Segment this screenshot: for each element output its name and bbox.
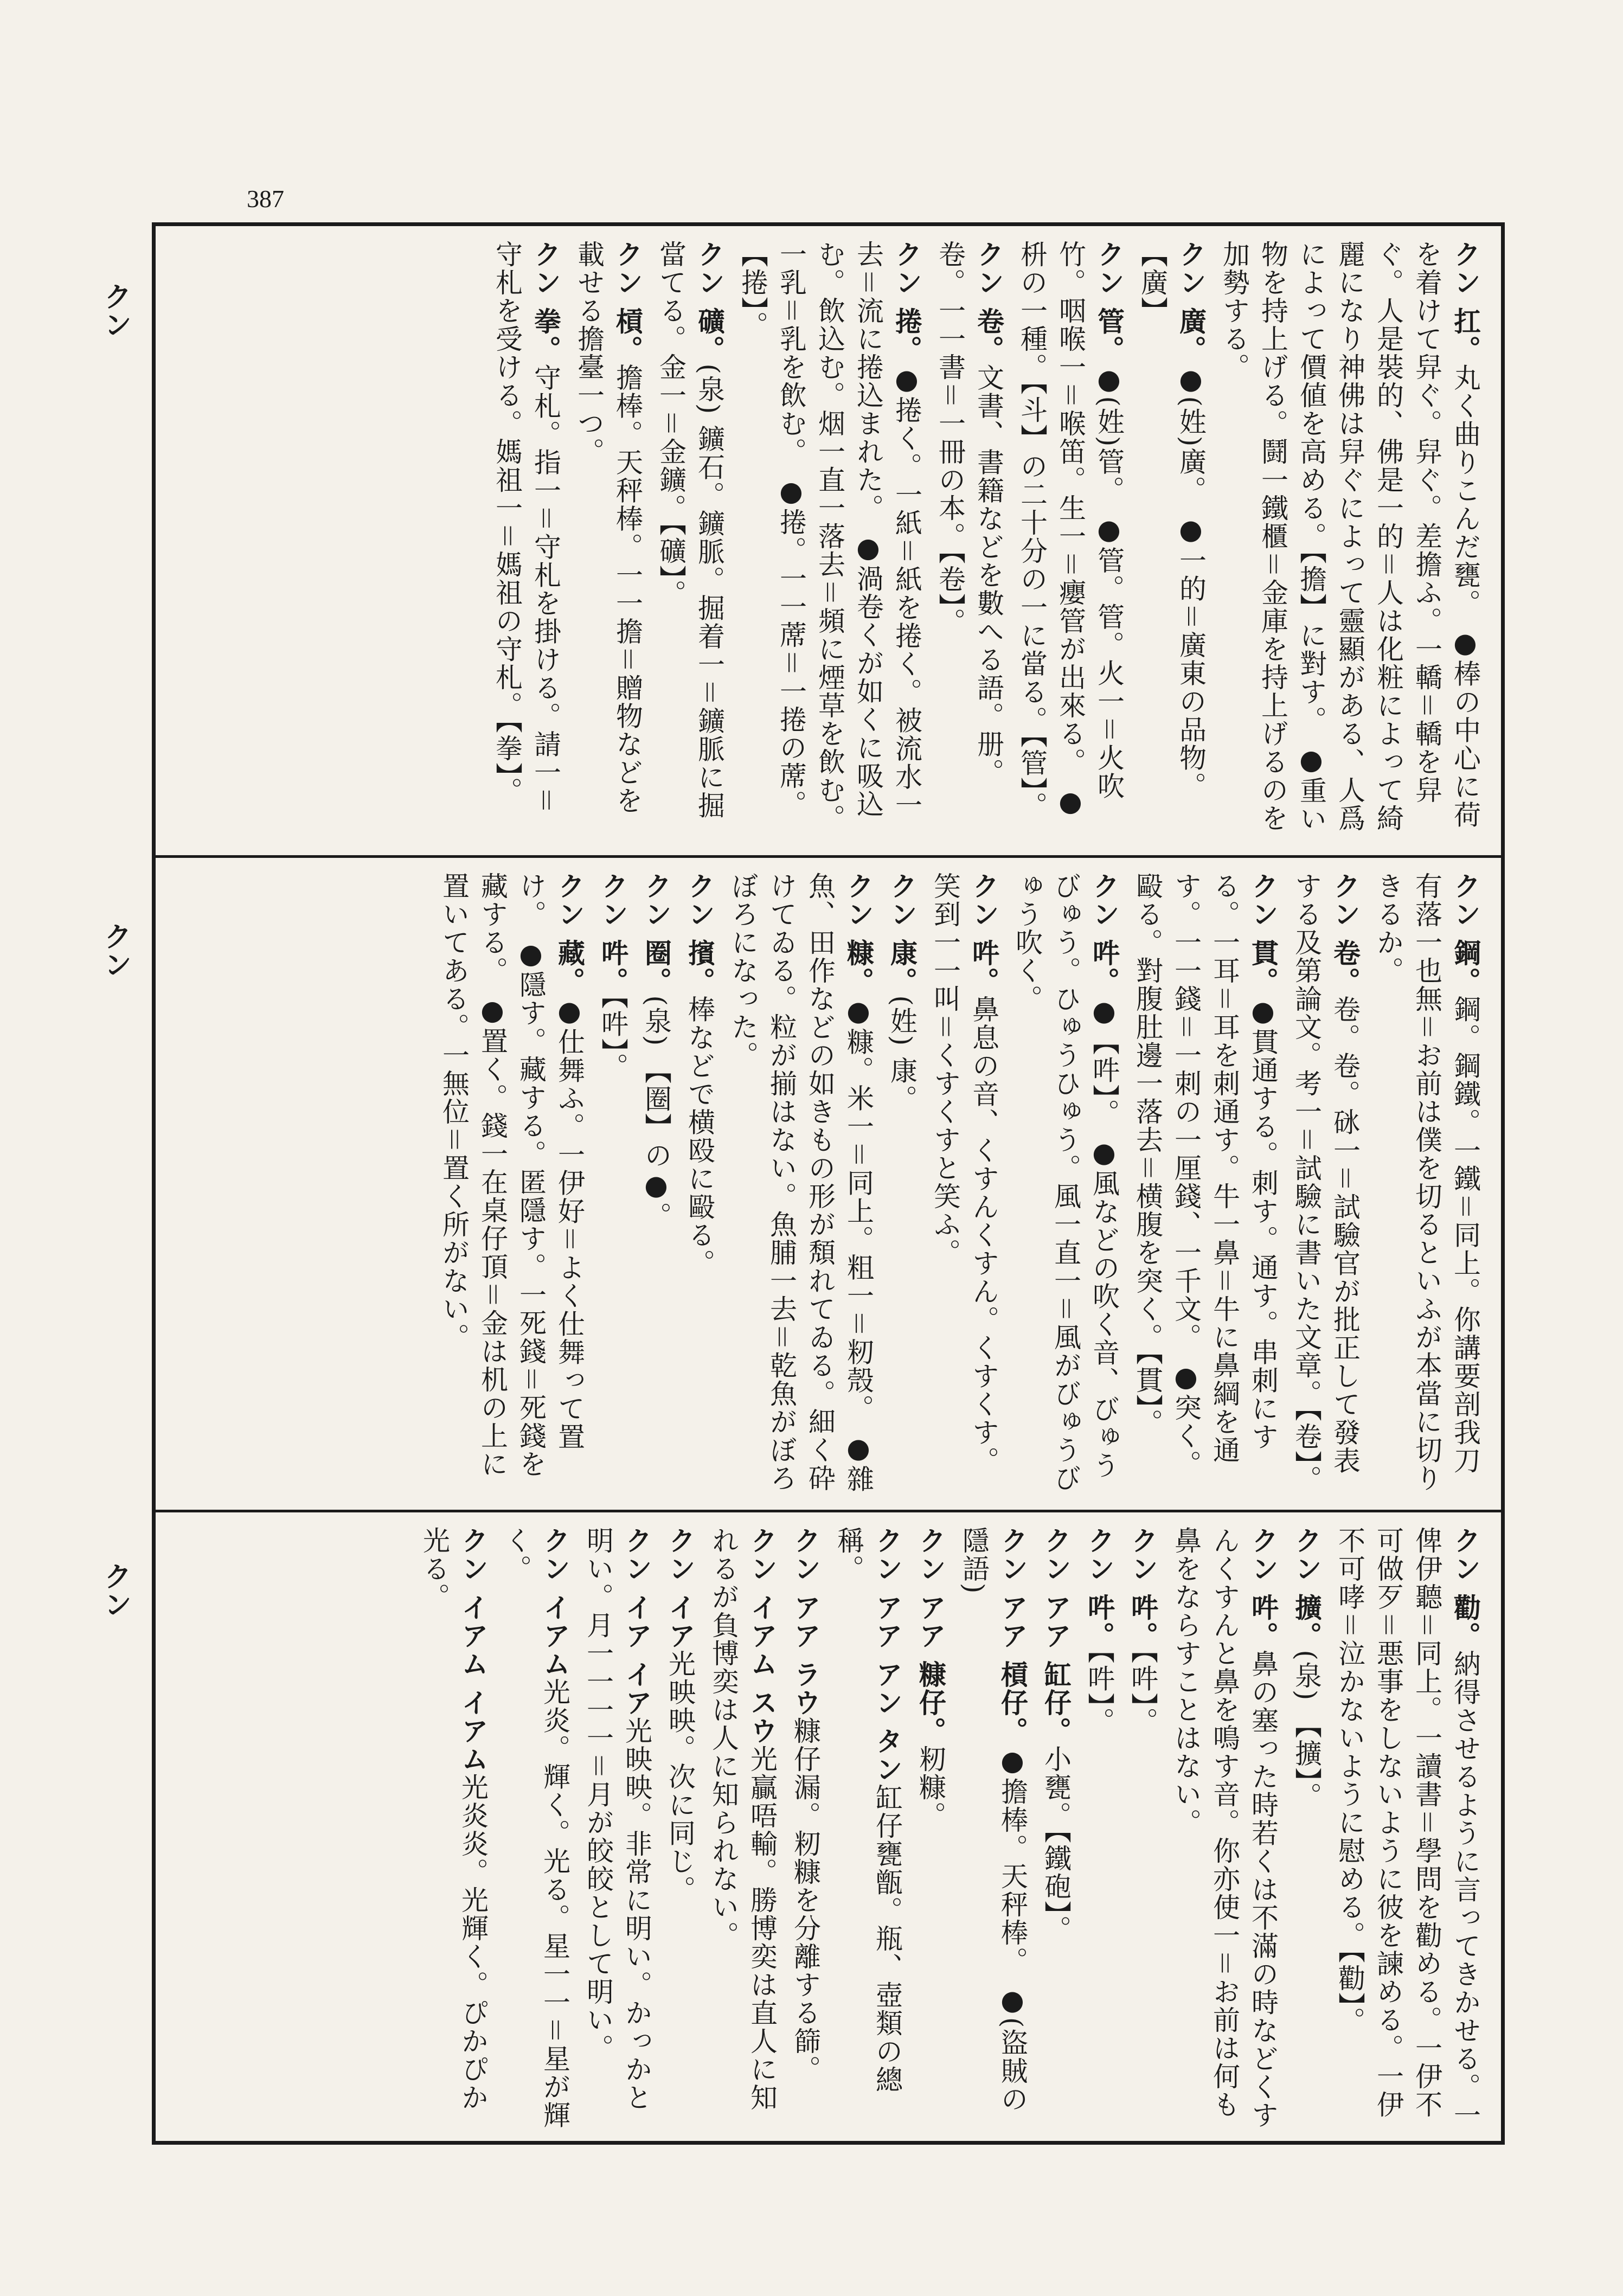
entry-body: 納得させるように言ってきかせる。一俾伊聽＝同上。一讀書＝學問を勸める。一伊不可做歹＝悪事をしないように彼を諫める。一伊不可哮＝泣かないように慰める。【勸】。 <box>1334 1527 1481 2130</box>
entry-body: (泉) 【圈】の●。 <box>640 995 672 1230</box>
entry <box>911 1527 950 1830</box>
entry-body: 光炎。輝く。光る。星一一＝星が輝く。 <box>501 1527 570 2130</box>
entry <box>680 872 719 1277</box>
entry-body: 光贏唔輸。勝博奕は直人に知れるが負博奕は人に知られない。 <box>708 1527 778 2112</box>
entry <box>487 240 565 841</box>
entry <box>593 872 632 1081</box>
entry <box>1369 872 1485 1496</box>
entry-body: 棒などで横殴に毆る。 <box>684 995 715 1278</box>
entry <box>637 872 676 1230</box>
entry <box>926 872 1003 1496</box>
entry-body: 【吽】。 <box>597 995 628 1081</box>
entry-headword: クン イアム イアム <box>457 1527 489 1773</box>
entry-headword: クン 糠。 <box>843 872 875 996</box>
entry <box>1215 240 1485 841</box>
entry <box>704 1527 781 2131</box>
entry-headword: クン 廣。 <box>1175 240 1207 364</box>
entry-headword: クン 捲。 <box>891 240 923 364</box>
entry-body: 光炎炎。光輝く。ぴかぴか光る。 <box>419 1527 489 2112</box>
entry <box>1287 1527 1326 1810</box>
entry-body: 鋼。鋼鐵。一鐵＝同上。你講要剖我刀有落一也無＝お前は僕を切るといふが本當に切りきるか。 <box>1372 872 1481 1492</box>
entry-headword: クン イアム <box>539 1527 571 1678</box>
entry-columns <box>172 1527 1485 2131</box>
entry-body: ●仕舞ふ。一伊好＝よく仕舞って置け。 ●隱す。藏する。匿隱す。一死錢＝死錢を藏する。 ●置く。錢一在桌仔頂＝金は机の上に置いてある。一無位＝置く所がない。 <box>438 872 585 1478</box>
entry-columns <box>172 872 1485 1496</box>
entry-body: (泉) 【擴】。 <box>1291 1650 1322 1811</box>
entry-body: 文書、書籍などを數へる語。册。卷。一一書＝一冊の本。【卷】。 <box>934 240 1004 787</box>
entry <box>1080 1527 1119 1735</box>
entry <box>434 872 589 1496</box>
entry <box>733 240 926 841</box>
entry-body: (姓) 康。 <box>886 995 918 1113</box>
entry-headword: クン 管。 <box>1093 240 1125 364</box>
entry-headword: クン 吽。 <box>1127 1527 1159 1650</box>
entry-headword: クン アア 糠仔。 <box>915 1527 947 1745</box>
entry-headword: クン 吽。 <box>597 872 629 996</box>
dictionary-band-middle <box>156 855 1501 1510</box>
entry-body: (泉) 鑛石。鑛脈。掘着一＝鑛脈に掘當てる。金一＝金鑛。【礦】。 <box>655 240 725 820</box>
entry <box>1166 1527 1282 2131</box>
entry <box>579 1527 656 2131</box>
entry <box>1008 872 1124 1496</box>
entry-headword: クン 擯。 <box>684 872 716 996</box>
entry-body: ●糠。米一＝同上。粗一＝籾殼。 ●雜魚、田作などの如きもの形が頽れてゐる。細く砕けてゐる。粒が揃はない。魚脯一去＝乾魚がぼろぼろになった。 <box>727 872 874 1493</box>
margin-label-top: クン <box>99 282 131 338</box>
entry-headword: クン 貫。 <box>1247 872 1279 996</box>
entry <box>569 240 647 841</box>
margin-label-middle: クン <box>99 922 131 978</box>
entry-headword: クン 勸。 <box>1449 1527 1481 1650</box>
entry <box>1128 872 1282 1496</box>
entry-body: 小甕。【鐵砲】。 <box>1040 1745 1072 1944</box>
entry-headword: クン 吽。 <box>1083 1527 1115 1650</box>
entry-body: 光映映。非常に明い。かっかと明い。月一一一一＝月が皎皎として明い。 <box>582 1527 652 2112</box>
entry <box>1012 240 1128 841</box>
entry-headword: クン アア 缸仔。 <box>1040 1527 1072 1745</box>
entry <box>1036 1527 1075 1944</box>
entry-headword: クン イア <box>664 1527 696 1650</box>
entry <box>1330 1527 1485 2131</box>
entry-headword: クン 卷。 <box>973 240 1005 364</box>
entry-headword: クン アア ラウ <box>790 1527 822 1717</box>
entry <box>660 1527 700 1903</box>
entry-headword: クン イアム スウ <box>746 1527 778 1745</box>
entry <box>1133 240 1210 841</box>
dictionary-frame <box>152 222 1505 2145</box>
entry-headword: クン 吽。 <box>968 872 1000 996</box>
entry-body: ●(姓)管。 ●管。管。火一＝火吹竹。咽喉一＝喉笛。生一＝癭管が出來る。 ●枡の一種。【斗】の二十分の一に當る。【管】。 <box>1016 240 1125 820</box>
entry-body: ●貫通する。刺す。通す。串刺にする。一耳＝耳を刺通す。牛一鼻＝牛に鼻綱を通す。一一錢＝一刺の一厘錢、一千文。 ●突く。毆る。對腹肚邊一落去＝横腹を突く。【貫】。 <box>1132 872 1279 1478</box>
entry <box>651 240 729 841</box>
entry-body: 擔棒。天秤棒。一一擔＝贈物などを載せる擔臺一つ。 <box>573 240 643 815</box>
entry-body: 糠仔漏。籾糠を分離する篩。 <box>790 1716 821 2083</box>
entry-headword: クン アア アン タン <box>871 1527 903 1784</box>
entry-body: 缸仔甕甑。瓶、壺類の總稱。 <box>833 1527 903 2094</box>
entry <box>723 872 878 1496</box>
entry <box>497 1527 574 2131</box>
entry-body: ●【吽】。 ●風などの吹く音、びゅうびゅう。ひゅうひゅう。風一直一＝風がびゅうびゅう吹く。 <box>1011 872 1120 1492</box>
margin-label-bottom: クン <box>99 1562 131 1618</box>
entry-body: 【吽】。 <box>1083 1650 1115 1736</box>
page-number: 387 <box>247 185 284 213</box>
entry-headword: クン 擴。 <box>1291 1527 1323 1650</box>
entry <box>829 1527 907 2131</box>
entry-headword: クン アア 槓仔。 <box>997 1527 1029 1745</box>
entry-headword: クン 圈。 <box>640 872 672 996</box>
entry-columns <box>172 240 1485 841</box>
entry-headword: クン 吽。 <box>1088 872 1120 996</box>
entry-headword: クン イア イア <box>621 1527 653 1717</box>
entry-body: ●擔棒。天秤棒。 ●(盜賊の隱語) <box>958 1527 1028 2114</box>
entry-body: 光映映。次に同じ。 <box>664 1650 696 1904</box>
entry-headword: クン 卷。 <box>1329 872 1361 996</box>
entry <box>954 1527 1032 2131</box>
entry-body: 丸く曲りこんだ甕。 ●棒の中心に荷を着けて舁ぐ。舁ぐ。差擔ふ。一轎＝轎を舁ぐ。人是裝的、佛是一的＝人は化粧によって綺麗になり神佛は舁ぐによって靈顯がある、人爲によって價値を高める。【擔】に對す。 ●重い物を持上げる。鬪一鐵櫃＝金庫を持上げるのを加勢する。 <box>1218 240 1481 833</box>
entry-body: 【吽】。 <box>1127 1650 1158 1736</box>
dictionary-band-top <box>156 226 1501 855</box>
entry-headword: クン 拳。 <box>530 240 562 364</box>
entry-body: 卷。卷。砯一＝試驗官が批正して發表する及第論文。考一＝試驗に書いた文章。【卷】。 <box>1291 872 1361 1493</box>
entry-headword: クン 鋼。 <box>1449 872 1481 996</box>
entry-headword: クン 吽。 <box>1247 1527 1279 1650</box>
entry-headword: クン 礦。 <box>694 240 726 364</box>
entry <box>1123 1527 1162 1735</box>
entry-body: 守札。指一＝守札を掛ける。請一＝守札を受ける。媽祖一＝媽祖の守札。【拳】。 <box>491 240 561 815</box>
entry <box>1287 872 1364 1496</box>
entry-headword: クン 扛。 <box>1449 240 1481 364</box>
entry <box>786 1527 825 2083</box>
entry-headword: クン 康。 <box>886 872 918 996</box>
dictionary-band-bottom <box>156 1510 1501 2145</box>
entry-body: 籾糠。 <box>915 1745 946 1830</box>
entry <box>882 872 921 1113</box>
entry-headword: クン 槓。 <box>612 240 644 364</box>
entry-body: ●(姓)廣。 ●一的＝廣東の品物。【廣】 <box>1137 240 1207 800</box>
entry-headword: クン 藏。 <box>554 872 586 996</box>
entry-body: 鼻の塞った時若くは不滿の時などくすんくすんと鼻を鳴す音。你亦使一＝お前は何も鼻をならすことはない。 <box>1170 1527 1279 2130</box>
entry-body: 鼻息の音、くすんくすん。くすくす。笑到一一叫＝くすくすと笑ふ。 <box>929 872 999 1475</box>
entry <box>931 240 1008 841</box>
entry-body: ●捲く。一紙＝紙を捲く。被流水一去＝流に捲込まれた。 ●渦卷くが如くに吸込む。飲込む。烟一直一落去＝頻に煙草を飲む。一乳＝乳を飲む。 ●捲。一一蓆＝一捲の蓆。【捲】。 <box>737 240 922 832</box>
entry <box>415 1527 492 2131</box>
